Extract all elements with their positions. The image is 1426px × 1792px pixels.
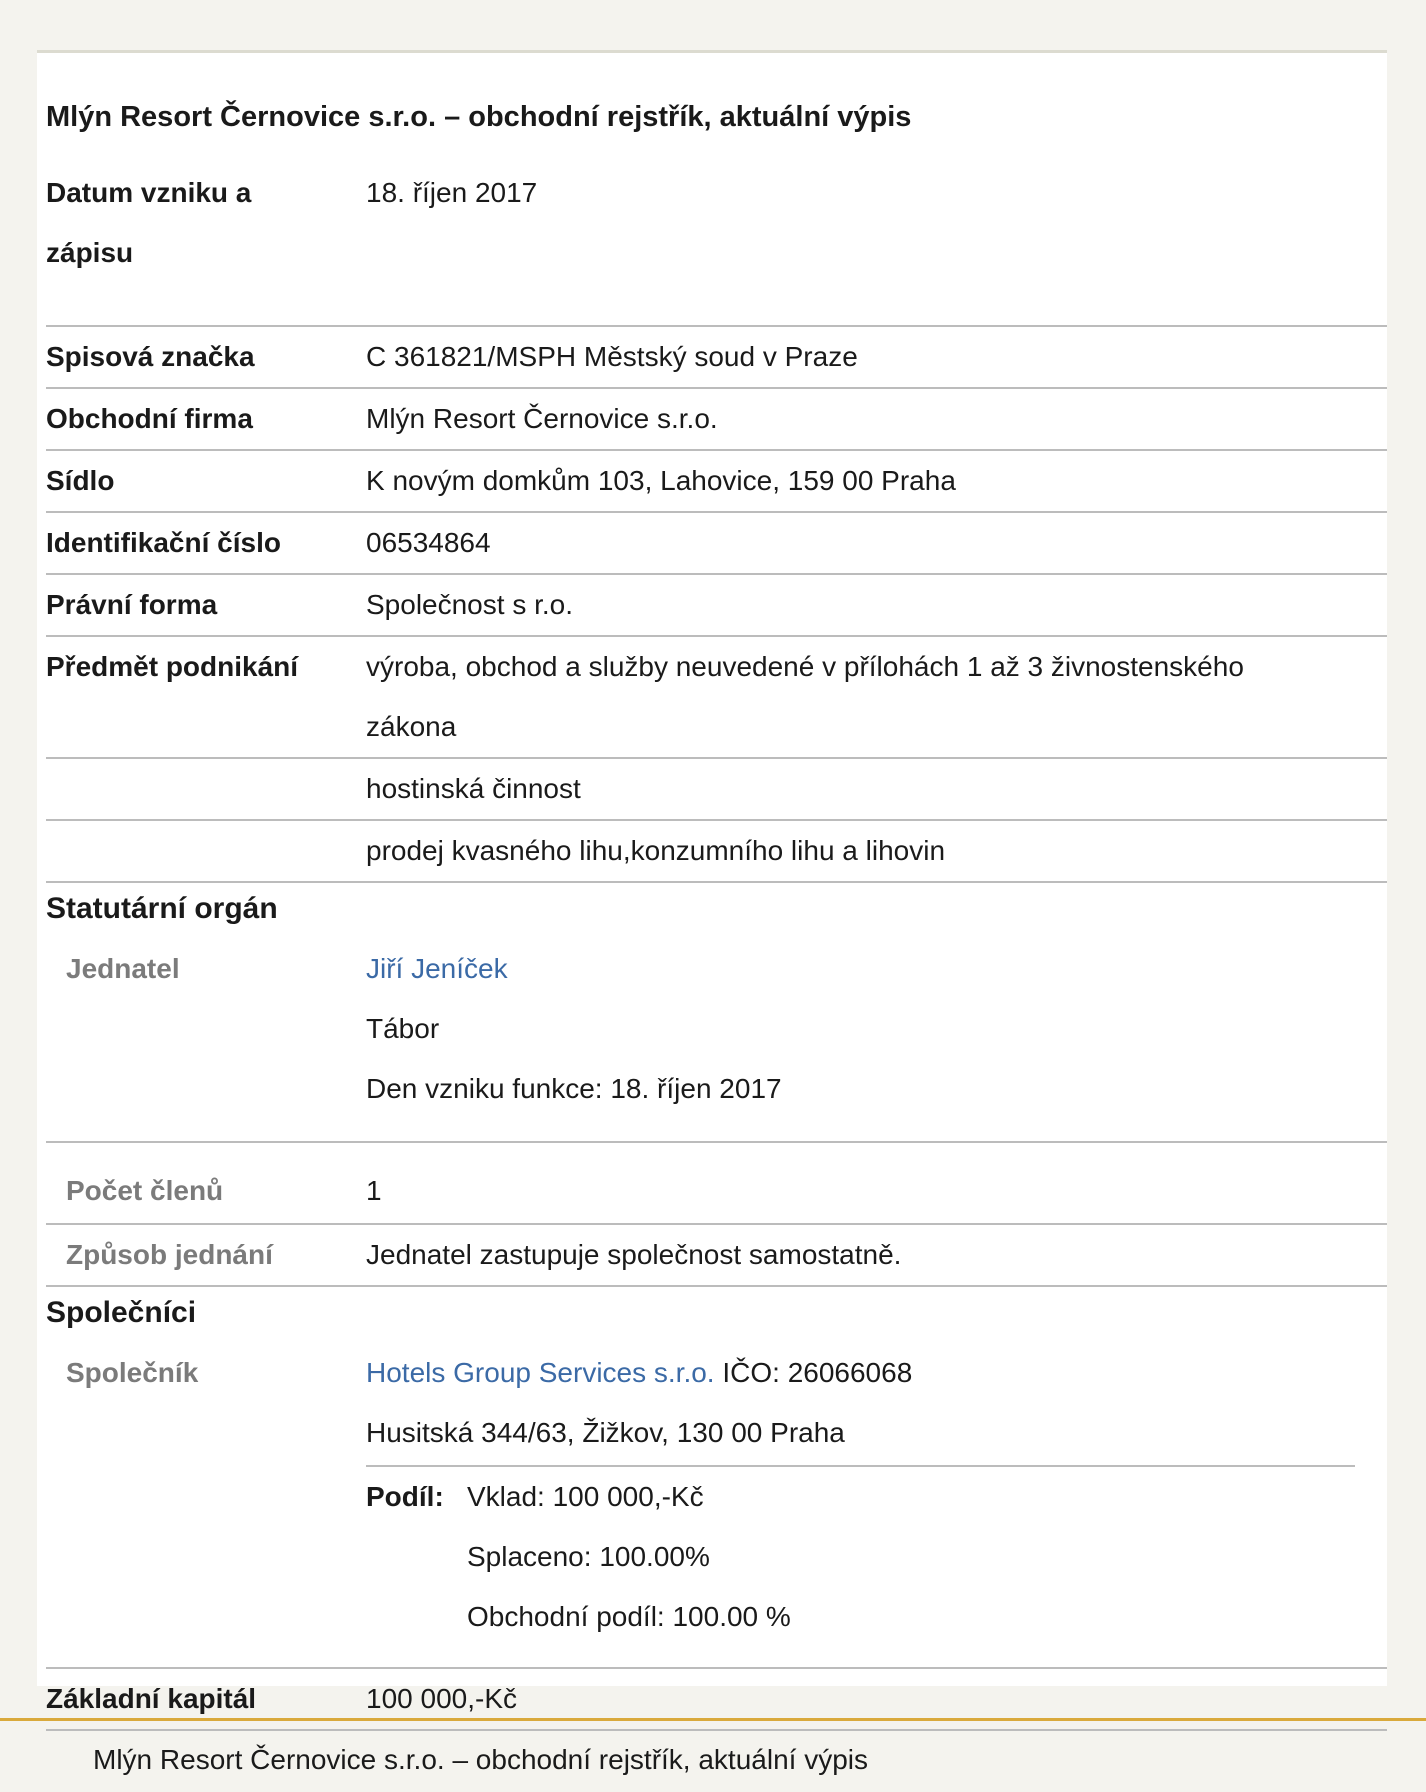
- spolecnik-ico: IČO: 26066068: [722, 1357, 913, 1388]
- jednatel-since: Den vzniku funkce: 18. říjen 2017: [366, 1073, 782, 1104]
- podil-splaceno: Splaceno: 100.00%: [467, 1541, 710, 1572]
- row-label: Jednatel: [66, 953, 180, 984]
- row-predmet-2: [46, 759, 1387, 821]
- podil-vklad: Vklad: 100 000,-Kč: [467, 1481, 704, 1512]
- podil-label: Podíl:: [366, 1481, 444, 1512]
- jednatel-name-link[interactable]: Jiří Jeníček: [366, 953, 508, 984]
- row-predmet-podnikani: [46, 637, 1387, 759]
- row-label: Právní forma: [46, 589, 218, 620]
- row-value: 18. říjen 2017: [366, 177, 538, 208]
- row-label: Obchodní firma: [46, 403, 253, 434]
- row-identifikacni-cislo: [46, 513, 1387, 575]
- row-label: Počet členů: [66, 1175, 224, 1206]
- row-label: Identifikační číslo: [46, 527, 281, 558]
- row-label: Společník: [66, 1357, 199, 1388]
- row-label: Předmět podnikání: [46, 651, 299, 682]
- row-predmet-3: [46, 821, 1387, 883]
- row-value: hostinská činnost: [366, 773, 581, 804]
- row-value: Společnost s r.o.: [366, 589, 574, 620]
- row-datum-vzniku: [46, 163, 1387, 327]
- row-value: Jednatel zastupuje společnost samostatně.: [366, 1239, 902, 1270]
- podil-obchodni: Obchodní podíl: 100.00 %: [467, 1601, 791, 1632]
- row-pravni-forma: [46, 575, 1387, 637]
- row-pocet-clenu: [46, 1143, 1387, 1225]
- spolecnik-line: [366, 1343, 1366, 1403]
- row-value: K novým domkům 103, Lahovice, 159 00 Praha: [366, 465, 956, 496]
- row-label: Základní kapitál: [46, 1683, 257, 1714]
- row-value: 1: [366, 1175, 382, 1206]
- section-heading-statutarni: Statutární orgán: [46, 892, 278, 925]
- row-spisova-znacka: [46, 327, 1387, 389]
- row-value: Mlýn Resort Černovice s.r.o.: [366, 403, 718, 434]
- page-title: Mlýn Resort Černovice s.r.o. – obchodní rejstřík, aktuální výpis: [46, 101, 912, 133]
- row-value: 100 000,-Kč: [366, 1683, 517, 1714]
- footer-title: Mlýn Resort Černovice s.r.o. – obchodní rejstřík, aktuální výpis: [93, 1744, 868, 1775]
- row-value: C 361821/MSPH Městský soud v Praze: [366, 341, 858, 372]
- row-label: Spisová značka: [46, 341, 255, 372]
- section-heading-spolecnici: Společníci: [46, 1296, 197, 1329]
- row-zakladni-kapital: [46, 1669, 1387, 1731]
- spolecnik-address: Husitská 344/63, Žižkov, 130 00 Praha: [366, 1417, 845, 1448]
- spolecnik-name-link[interactable]: Hotels Group Services s.r.o.: [366, 1357, 715, 1388]
- row-jednatel: [46, 939, 1387, 1143]
- row-sidlo: [46, 451, 1387, 513]
- row-value: výroba, obchod a služby neuvedené v přílohách 1 až 3 živnostenského zákona: [366, 651, 1244, 742]
- row-spolecnik: [46, 1343, 1387, 1669]
- row-label: Sídlo: [46, 465, 115, 496]
- extract-panel: [37, 50, 1387, 1714]
- row-obchodni-firma: [46, 389, 1387, 451]
- row-label: Datum vzniku a zápisu: [46, 177, 252, 268]
- jednatel-city: Tábor: [366, 1013, 440, 1044]
- footer-divider: [0, 1718, 1426, 1721]
- row-zpusob-jednani: [46, 1225, 1387, 1287]
- row-label: Způsob jednání: [66, 1239, 273, 1270]
- row-value: 06534864: [366, 527, 491, 558]
- row-value: prodej kvasného lihu,konzumního lihu a lihovin: [366, 835, 946, 866]
